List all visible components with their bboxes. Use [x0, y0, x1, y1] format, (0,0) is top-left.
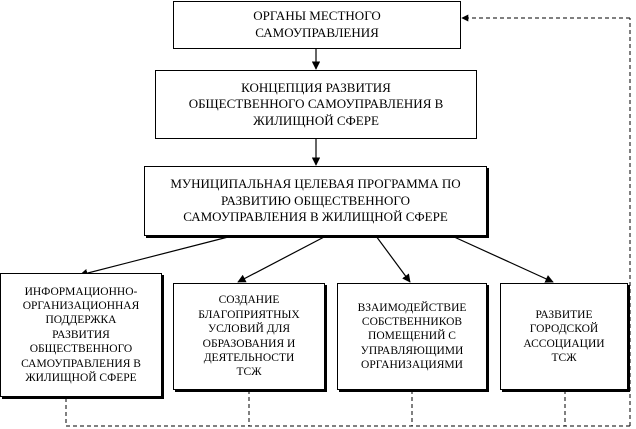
box-branch-owners-interaction-label: ВЗАИМОДЕЙСТВИЕ СОБСТВЕННИКОВ ПОМЕЩЕНИЙ С УПРАВЛЯЮЩИМИ ОРГАНИЗАЦИЯМИ: [357, 301, 467, 372]
arrow-program-to-branch-3: [376, 236, 410, 282]
box-branch-owners-interaction: [337, 283, 487, 390]
box-concept-label: КОНЦЕПЦИЯ РАЗВИТИЯ ОБЩЕСТВЕННОГО САМОУПРАВЛЕНИЯ В ЖИЛИЩНОЙ СФЕРЕ: [188, 79, 444, 128]
arrow-program-to-branch-1: [80, 236, 232, 275]
box-branch-hoa-association-label: РАЗВИТИЕ ГОРОДСКОЙ АССОЦИАЦИИ ТСЖ: [523, 308, 605, 364]
box-local-government-label: ОРГАНЫ МЕСТНОГО САМОУПРАВЛЕНИЯ: [253, 8, 381, 40]
box-branch-info-support: [0, 273, 162, 397]
box-concept: [155, 70, 477, 139]
box-local-government: [173, 1, 461, 49]
box-program-label: МУНИЦИПАЛЬНАЯ ЦЕЛЕВАЯ ПРОГРАММА ПО РАЗВИТИЮ ОБЩЕСТВЕННОГО САМОУПРАВЛЕНИЯ В ЖИЛИЩНОЙ СФЕРЕ: [170, 176, 461, 225]
box-branch-info-support-label: ИНФОРМАЦИОННО- ОРГАНИЗАЦИОННАЯ ПОДДЕРЖКА РАЗВИТИЯ ОБЩЕСТВЕННОГО САМОУПРАВЛЕНИЯ В ЖИЛИЩНОЙ СФЕРЕ: [21, 285, 141, 384]
arrow-program-to-branch-4: [452, 236, 553, 282]
box-branch-hoa-conditions: [173, 283, 325, 390]
box-branch-hoa-conditions-label: СОЗДАНИЕ БЛАГОПРИЯТНЫХ УСЛОВИЙ ДЛЯ ОБРАЗОВАНИЯ И ДЕЯТЕЛЬНОСТИ ТСЖ: [198, 294, 300, 379]
box-program: [144, 166, 487, 236]
box-branch-hoa-association: [500, 283, 628, 390]
arrow-program-to-branch-2: [238, 236, 326, 282]
